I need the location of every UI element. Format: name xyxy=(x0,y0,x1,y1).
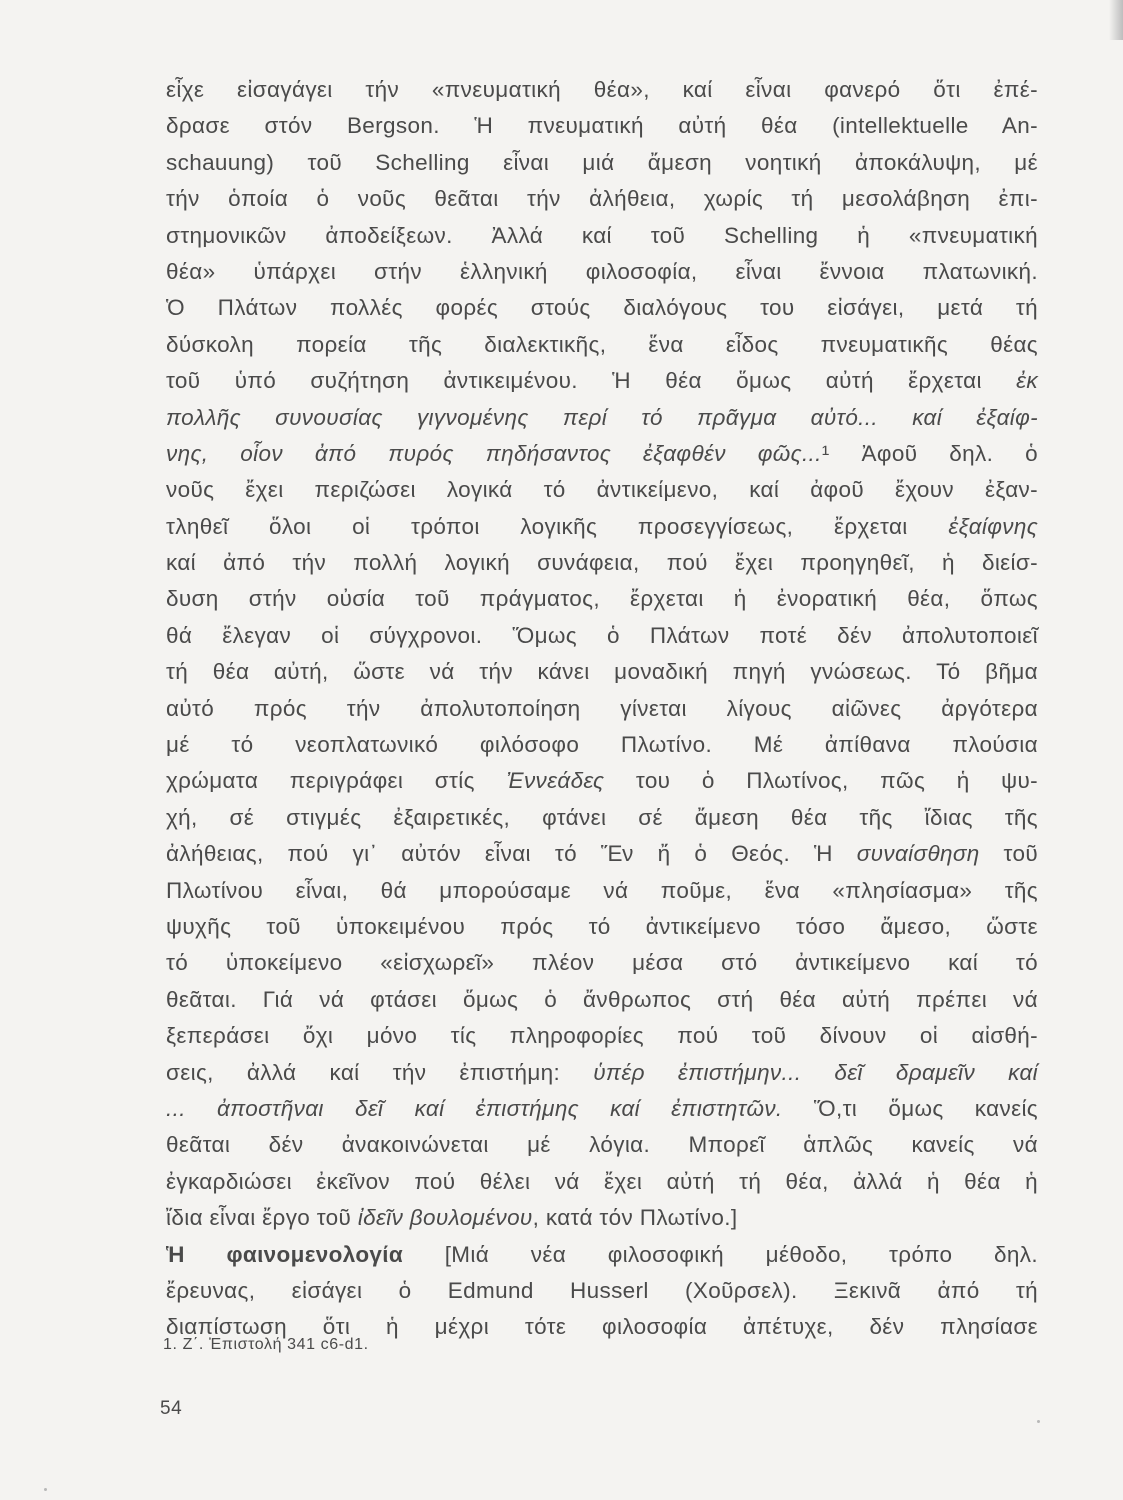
paper-speck xyxy=(44,1488,47,1491)
text-segment: ψυχῆς τοῦ ὑποκειμένου πρός τό ἀντικείμενο τόσο ἄμεσο, ὥστε xyxy=(166,913,1038,939)
text-line xyxy=(166,1091,1038,1127)
text-line xyxy=(166,800,1038,836)
text-line xyxy=(166,108,1038,144)
text-segment: τό ὑποκείμενο «εἰσχωρεῖ» πλέον μέσα στό ἀντικείμενο καί τό xyxy=(166,950,1038,976)
footnote: 1. Ζ΄. Ἐπιστολή 341 c6-d1. xyxy=(163,1336,369,1353)
text-segment: θά ἔλεγαν οἱ σύγχρονοι. Ὅμως ὁ Πλάτων ποτέ δέν ἀπολυτοποιεῖ xyxy=(166,622,1038,648)
text-segment: τοῦ xyxy=(979,841,1038,867)
text-segment: ξεπεράσει ὄχι μόνο τίς πληροφορίες πού τοῦ δίνουν οἱ αἰσθή- xyxy=(166,1023,1038,1049)
italic-text: συναίσθηση xyxy=(856,841,980,867)
text-line xyxy=(166,1273,1038,1309)
italic-text: Ἐννεάδες xyxy=(506,768,605,794)
text-segment: Ὅ,τι ὅμως κανείς xyxy=(782,1095,1039,1121)
page-number: 54 xyxy=(160,1398,183,1419)
text-segment: ἐγκαρδιώσει ἐκεῖνον πού θέλει νά ἔχει αὐτή τή θέα, ἀλλά ἡ θέα ἡ xyxy=(166,1168,1038,1194)
text-line xyxy=(166,836,1038,872)
text-line xyxy=(166,254,1038,290)
text-line xyxy=(166,290,1038,326)
text-line xyxy=(166,763,1038,799)
italic-text: ἐξαίφνης xyxy=(948,513,1038,539)
text-line xyxy=(166,72,1038,108)
text-segment: θέα» ὑπάρχει στήν ἑλληνική φιλοσοφία, εἶναι ἔννοια πλατωνική. xyxy=(166,258,1038,284)
text-line xyxy=(166,1200,1038,1236)
text-segment: [Μιά νέα φιλοσοφική μέθοδο, τρόπο δηλ. xyxy=(403,1241,1038,1267)
page-edge-shadow xyxy=(1109,0,1123,40)
text-segment: διαπίστωση ὅτι ἡ μέχρι τότε φιλοσοφία ἀπέτυχε, δέν πλησίασε xyxy=(166,1314,1038,1340)
text-segment: τήν ὁποία ὁ νοῦς θεᾶται τήν ἀλήθεια, χωρίς τή μεσολάβηση ἐπι- xyxy=(166,186,1038,212)
text-line xyxy=(166,400,1038,436)
text-segment: εἶχε εἰσαγάγει τήν «πνευματική θέα», καί εἶναι φανερό ὅτι ἐπέ- xyxy=(166,77,1038,102)
text-line xyxy=(166,436,1038,472)
text-segment: αὐτό πρός τήν ἀπολυτοποίηση γίνεται λίγους αἰῶνες ἀργότερα xyxy=(166,695,1038,721)
text-line xyxy=(166,909,1038,945)
text-segment: τληθεῖ ὅλοι οἱ τρόποι λογικῆς προσεγγίσεως, ἔρχεται xyxy=(166,513,949,539)
bold-heading-text: Ἡ φαινομενολογία xyxy=(166,1241,404,1267)
text-segment: καί ἀπό τήν πολλή λογική συνάφεια, πού ἔχει προηγηθεῖ, ἡ διείσ- xyxy=(166,550,1038,576)
text-line xyxy=(166,218,1038,254)
text-segment: , κατά τόν Πλωτίνο.] xyxy=(532,1205,738,1231)
text-line xyxy=(166,727,1038,763)
italic-text: νης, οἷον ἀπό πυρός πηδήσαντος ἐξαφθέν φῶς... xyxy=(166,440,822,466)
text-segment: δρασε στόν Bergson. Ἡ πνευματική αὐτή θέα (intellektuelle An- xyxy=(166,113,1038,139)
text-line xyxy=(166,545,1038,581)
text-line xyxy=(166,873,1038,909)
paper-speck xyxy=(1037,1420,1040,1423)
text-line xyxy=(166,363,1038,399)
text-line xyxy=(166,1164,1038,1200)
text-segment: Πλωτίνου εἶναι, θά μπορούσαμε νά ποῦμε, ἕνα «πλησίασμα» τῆς xyxy=(166,877,1038,903)
text-line xyxy=(166,691,1038,727)
text-segment: θεᾶται. Γιά νά φτάσει ὅμως ὁ ἄνθρωπος στή θέα αὐτή πρέπει νά xyxy=(166,986,1038,1012)
text-segment: ἔρευνας, εἰσάγει ὁ Edmund Husserl (Χοῦρσελ). Ξεκινᾶ ἀπό τή xyxy=(166,1277,1038,1303)
text-segment: schauung) τοῦ Schelling εἶναι μιά ἄμεση νοητική ἀποκάλυψη, μέ xyxy=(166,149,1038,175)
text-segment: ἀλήθειας, πού γι᾽ αὐτόν εἶναι τό Ἕν ἤ ὁ Θεός. Ἡ xyxy=(166,841,857,867)
body-text xyxy=(166,72,1038,1346)
text-segment: τή θέα αὐτή, ὥστε νά τήν κάνει μοναδική πηγή γνώσεως. Τό βῆμα xyxy=(166,659,1038,685)
text-segment: θεᾶται δέν ἀνακοινώνεται μέ λόγια. Μπορεῖ ἁπλῶς κανείς νά xyxy=(166,1132,1038,1158)
text-line xyxy=(166,1127,1038,1163)
text-line xyxy=(166,654,1038,690)
text-segment: σεις, ἀλλά καί τήν ἐπιστήμη: xyxy=(166,1059,594,1085)
text-line xyxy=(166,472,1038,508)
text-segment: ¹ Ἀφοῦ δηλ. ὁ xyxy=(821,440,1039,466)
text-line xyxy=(166,945,1038,981)
text-line xyxy=(166,1055,1038,1091)
text-segment: μέ τό νεοπλατωνικό φιλόσοφο Πλωτίνο. Μέ ἀπίθανα πλούσια xyxy=(166,732,1038,758)
text-segment: δύσκολη πορεία τῆς διαλεκτικῆς, ἕνα εἶδος πνευματικῆς θέας xyxy=(166,331,1038,357)
text-line xyxy=(166,1018,1038,1054)
text-line xyxy=(166,509,1038,545)
text-segment: ἴδια εἶναι ἔργο τοῦ xyxy=(166,1205,358,1231)
italic-text: ὑπέρ ἐπιστήμην... δεῖ δραμεῖν καί xyxy=(593,1059,1038,1085)
text-segment: στημονικῶν ἀποδείξεων. Ἀλλά καί τοῦ Schelling ἡ «πνευματική xyxy=(166,222,1038,248)
text-line xyxy=(166,145,1038,181)
text-line xyxy=(166,1237,1038,1273)
text-segment: χρώματα περιγράφει στίς xyxy=(166,768,507,794)
italic-text: ἰδεῖν βουλομένου xyxy=(357,1205,533,1231)
text-line xyxy=(166,327,1038,363)
text-line xyxy=(166,581,1038,617)
text-segment: δυση στήν οὐσία τοῦ πράγματος, ἔρχεται ἡ ἐνορατική θέα, ὅπως xyxy=(166,586,1038,612)
text-segment: Ὁ Πλάτων πολλές φορές στούς διαλόγους του εἰσάγει, μετά τή xyxy=(166,295,1038,321)
text-line xyxy=(166,181,1038,217)
text-segment: του ὁ Πλωτίνος, πῶς ἡ ψυ- xyxy=(604,768,1038,794)
text-segment: νοῦς ἔχει περιζώσει λογικά τό ἀντικείμενο, καί ἀφοῦ ἔχουν ἐξαν- xyxy=(166,477,1038,503)
text-segment: χή, σέ στιγμές ἐξαιρετικές, φτάνει σέ ἄμεση θέα τῆς ἴδιας τῆς xyxy=(166,804,1038,830)
text-line xyxy=(166,982,1038,1018)
text-line xyxy=(166,618,1038,654)
italic-text: ... ἀποστῆναι δεῖ καί ἐπιστήμης καί ἐπιστητῶν. xyxy=(166,1095,783,1121)
italic-text: ἐκ xyxy=(1016,368,1038,394)
italic-text: πολλῆς συνουσίας γιγνομένης περί τό πρᾶγμα αὐτό... καί ἐξαίφ- xyxy=(166,404,1038,430)
text-segment: τοῦ ὑπό συζήτηση ἀντικειμένου. Ἡ θέα ὅμως αὐτή ἔρχεται xyxy=(166,368,1017,394)
